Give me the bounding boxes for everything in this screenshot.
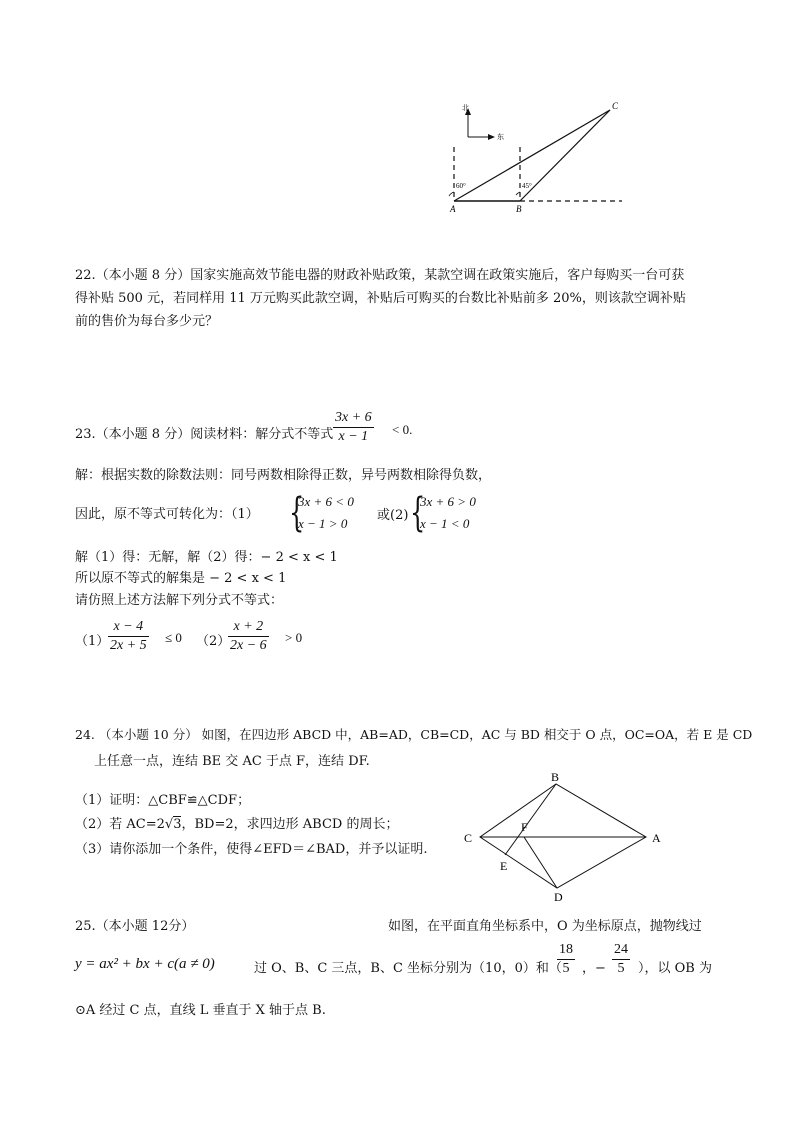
q24-item2 <box>75 813 398 832</box>
problem1-tail: ≤ 0 <box>165 630 182 645</box>
q25-frac2-num: 24 <box>614 942 628 957</box>
system2-brace: { <box>410 490 426 536</box>
q24-item3: （3）请你添加一个条件，使得∠EFD＝∠BAD，并予以证明. <box>75 842 428 857</box>
or-label: 或(2) <box>377 508 409 523</box>
q23-intro-frac-num: 3x + 6 <box>335 410 372 425</box>
problem1-label: （1） <box>75 634 110 649</box>
quadrilateral-figure <box>460 770 670 905</box>
problem2-num: x + 2 <box>233 619 264 634</box>
q23-intro: 23.（本小题 8 分）阅读材料：解分式不等式 <box>75 427 334 442</box>
problem1-den: 2x + 5 <box>110 638 147 653</box>
problem2-tail: > 0 <box>285 630 303 645</box>
q25-line3: ⊙A 经过 C 点，直线 L 垂直于 X 轴于点 B. <box>75 1003 326 1018</box>
q24-line2: 上任意一点，连结 BE 交 AC 于点 F，连结 DF. <box>94 754 370 769</box>
point-c-label: C <box>612 101 619 111</box>
q25-equation: y = ax² + bx + c(a ≠ 0) <box>75 956 215 972</box>
q25-frac2 <box>612 942 630 977</box>
problem1-fraction <box>108 619 149 654</box>
fig24-d: D <box>554 890 563 904</box>
q25-head-tail: 如图，在平面直角坐标系中，O 为坐标原点，抛物线过 <box>388 919 702 934</box>
q23-instruction: 请仿照上述方法解下列分式不等式： <box>75 593 284 608</box>
q25-frac1-num: 18 <box>559 942 573 957</box>
q23-intro-fraction <box>333 410 374 445</box>
east-label: 东 <box>497 133 504 141</box>
q23-intro-tail: < 0. <box>392 422 413 437</box>
problem1-num: x − 4 <box>113 619 144 634</box>
q25-frac1-den: 5 <box>562 961 570 976</box>
bearing-figure <box>440 95 640 220</box>
fig24-b: B <box>551 770 560 784</box>
system1-line-a: 3x + 6 < 0 <box>298 494 354 509</box>
q24-item2-sqrt: 3 <box>173 817 182 832</box>
fig24-a: A <box>652 831 661 845</box>
q24-item2-b: ，BD=2，求四边形 ABCD 的周长； <box>181 817 399 832</box>
fig24-c: C <box>464 831 473 845</box>
q24-line1: 24. （本小题 10 分） 如图，在四边形 ABCD 中，AB=AD，CB=CD，AC 与 BD 相交于 O 点，OC=OA，若 E 是 CD <box>75 727 753 742</box>
system2-line-b: x − 1 < 0 <box>420 516 470 531</box>
problem2-fraction <box>228 619 269 654</box>
q25-frac1 <box>557 942 575 977</box>
sqrt-icon: √ <box>164 817 174 832</box>
q23-solution: 解（1）得：无解，解（2）得：− 2 < x < 1 <box>75 550 338 565</box>
q23-solution-set: 所以原不等式的解集是 − 2 < x < 1 <box>75 571 287 586</box>
q25-line2-mid: 过 O、B、C 三点，B、C 坐标分别为（10，0）和（ <box>254 961 562 976</box>
fig24-e: E <box>500 859 508 873</box>
fig24-f: F <box>521 820 528 834</box>
q25-comma-minus: ，− <box>582 961 606 976</box>
system1-brace: { <box>289 490 305 536</box>
q25-line2-tail: ），以 OB 为 <box>638 961 712 976</box>
q22-line1: 22.（本小题 8 分）国家实施高效节能电器的财政补贴政策，某款空调在政策实施后，客户每购买一台可获 <box>75 268 685 283</box>
q24-item2-a: （2）若 AC=2 <box>75 817 165 832</box>
angle-45-label: 45° <box>522 182 532 190</box>
q24-item1: （1）证明：△CBF≌△CDF； <box>75 793 251 808</box>
north-label: 北 <box>462 104 469 112</box>
q25-head: 25.（本小题 12分） <box>75 919 195 934</box>
q22-line3: 前的售价为每台多少元？ <box>75 314 219 329</box>
point-a-label: A <box>450 204 456 214</box>
system2-line-a: 3x + 6 > 0 <box>420 494 476 509</box>
q23-rule: 解：根据实数的除数法则：同号两数相除得正数，异号两数相除得负数， <box>75 468 492 483</box>
q25-frac2-den: 5 <box>617 961 625 976</box>
system1-line-b: x − 1 > 0 <box>298 516 348 531</box>
problem2-label: （2） <box>196 634 231 649</box>
q22-line2: 得补贴 500 元，若同样用 11 万元购买此款空调，补贴后可购买的台数比补贴前多 20%，则该款空调补贴 <box>75 291 686 306</box>
q23-convert: 因此，原不等式可转化为：（1） <box>75 507 259 522</box>
q23-intro-frac-den: x − 1 <box>338 429 369 444</box>
angle-60-label: 60° <box>456 182 466 190</box>
problem2-den: 2x − 6 <box>230 638 267 653</box>
point-b-label: B <box>516 204 522 214</box>
